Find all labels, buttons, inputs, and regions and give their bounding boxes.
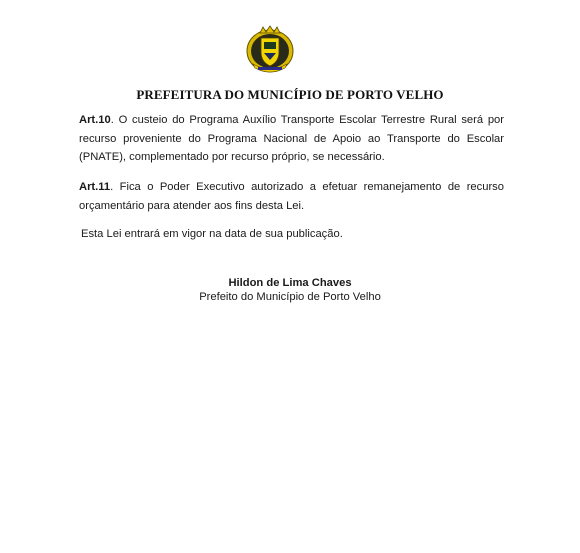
article-text: . O custeio do Programa Auxílio Transporte Escolar Terrestre Rural será por recurso proveniente do Programa Nacional de Apoio ao Transporte do Escolar (PNATE), complementado por recurso próprio, se necessário. (79, 114, 504, 163)
article-label: Art.10 (79, 114, 111, 126)
article-label: Art.11 (79, 181, 111, 193)
article-text: . Fica o Poder Executivo autorizado a efetuar remanejamento de recurso orçamentário para atender aos fins desta Lei. (79, 181, 504, 212)
article-10 (79, 111, 504, 167)
municipal-coat-of-arms-icon (245, 24, 295, 74)
closing-clause: Esta Lei entrará em vigor na data de sua publicação. (81, 228, 343, 240)
article-11 (79, 178, 504, 215)
page-title: PREFEITURA DO MUNICÍPIO DE PORTO VELHO (136, 87, 444, 102)
signatory-role: Prefeito do Município de Porto Velho (199, 291, 381, 303)
signatory-name: Hildon de Lima Chaves (228, 277, 352, 289)
